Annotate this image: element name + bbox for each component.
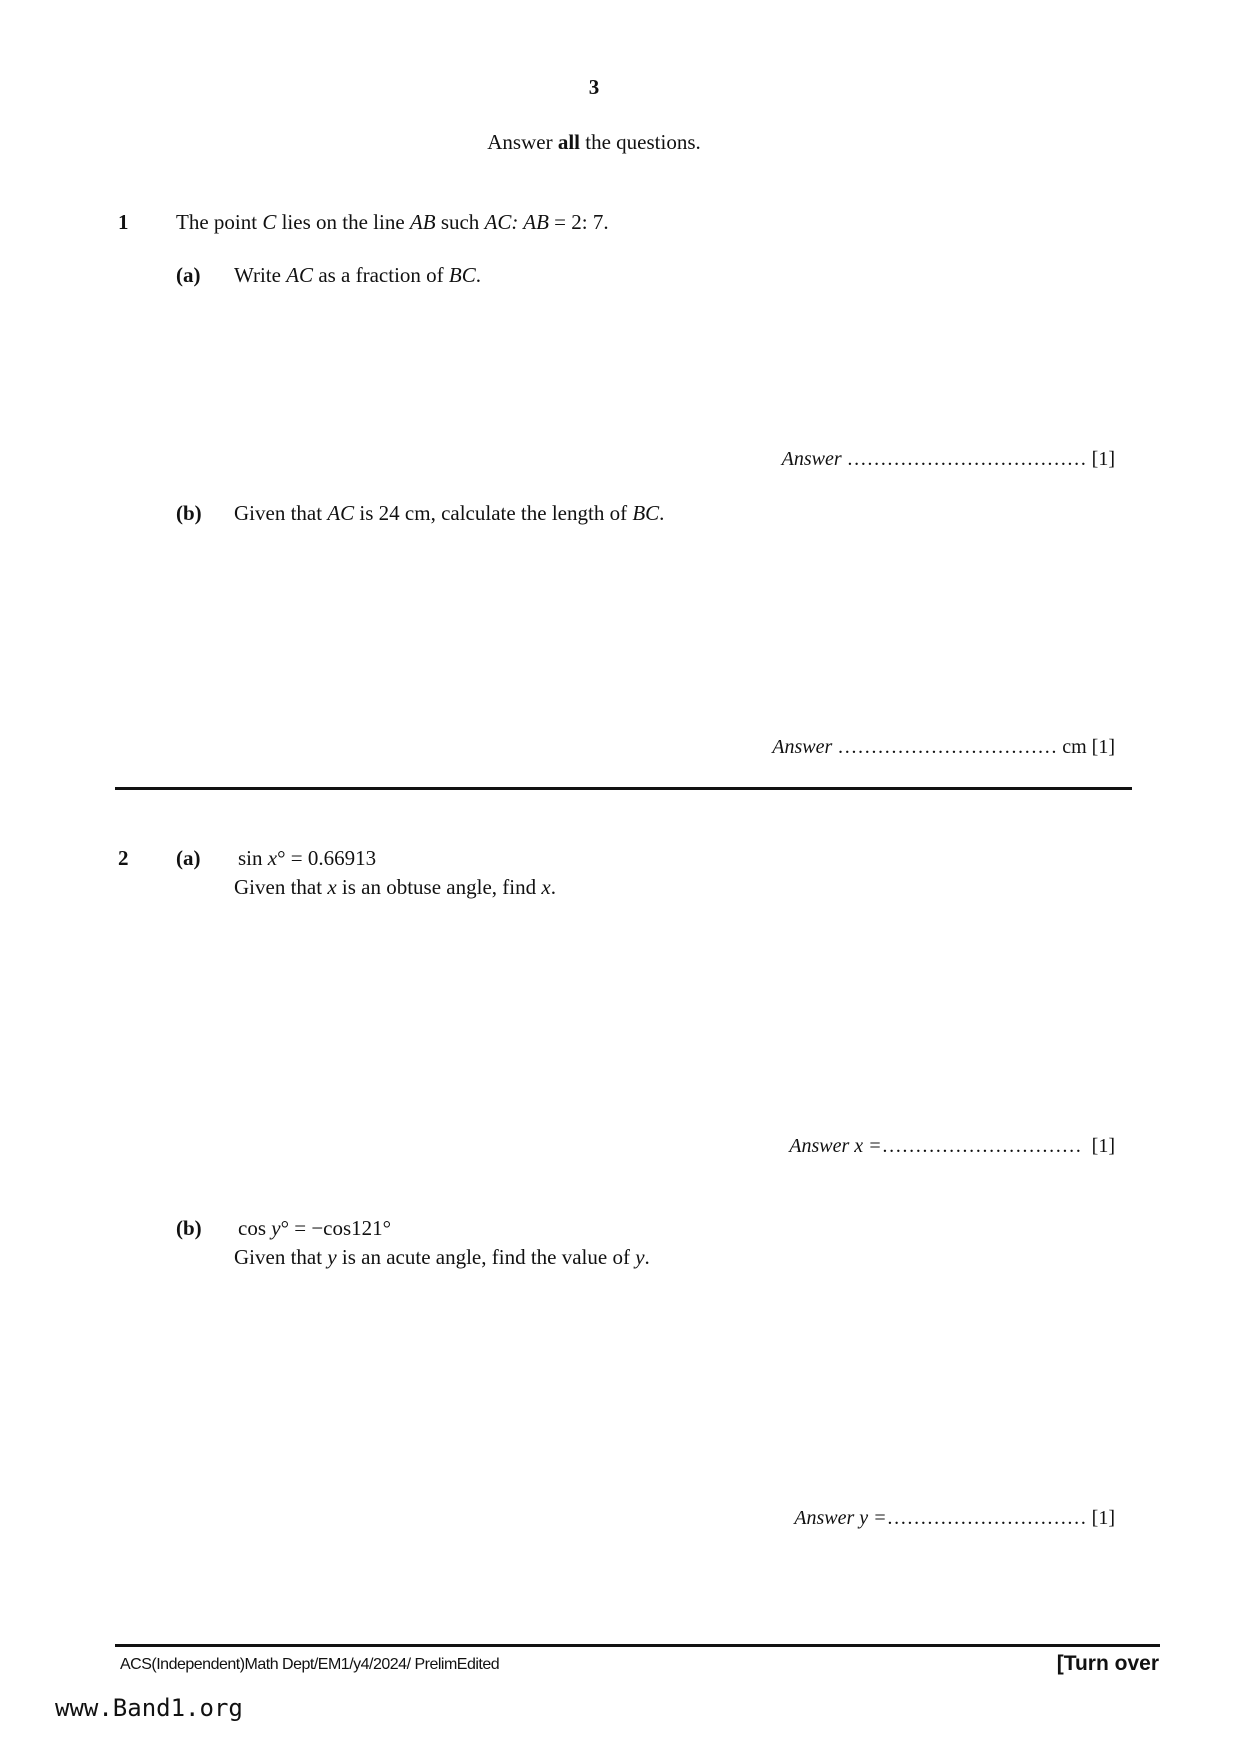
q1-stem-c: C: [262, 210, 277, 234]
answer-dots[interactable]: …………………………: [881, 1135, 1082, 1157]
q2b-text-var: y: [327, 1245, 337, 1269]
question-divider: [115, 787, 1132, 790]
q1b-text-part: .: [659, 501, 665, 525]
q1a-text-bc: BC: [448, 263, 476, 287]
q1b-text-part: is 24 cm, calculate the length of: [354, 501, 633, 525]
q2a-answer-line[interactable]: [789, 1135, 1115, 1158]
answer-label: Answer y =: [794, 1507, 887, 1529]
answer-unit: cm: [1057, 736, 1087, 758]
footer-rule: [115, 1644, 1160, 1647]
marks: [1]: [1091, 448, 1115, 470]
instruction-pre: Answer: [487, 130, 558, 154]
watermark: www.Band1.org: [55, 1694, 243, 1722]
q1a-text-part: as a fraction of: [313, 263, 449, 287]
marks: [1]: [1091, 1507, 1115, 1529]
q1-number: 1: [118, 210, 129, 234]
q2b-answer-line[interactable]: [794, 1507, 1115, 1530]
equation-part: sin: [238, 846, 268, 870]
q2-number: 2: [118, 846, 129, 870]
q2a-text-var: x: [327, 875, 337, 899]
q1b-text-part: Given that: [234, 501, 328, 525]
q1b-label: (b): [176, 501, 202, 525]
q1-stem-text: = 2: 7.: [548, 210, 609, 234]
q2b-text-var: y: [635, 1245, 645, 1269]
instruction-post: the questions.: [580, 130, 701, 154]
q1a-text-part: .: [475, 263, 482, 287]
q1b-text: [234, 501, 664, 526]
q2b-label: (b): [176, 1216, 202, 1240]
marks: [1]: [1091, 1135, 1115, 1157]
page-number: 3: [588, 75, 600, 99]
q2b-text-part: .: [644, 1245, 650, 1269]
answer-label: Answer: [781, 448, 842, 470]
q2a-text-var: x: [541, 875, 551, 899]
answer-label: Answer x =: [789, 1135, 882, 1157]
instruction: [0, 130, 1188, 155]
q1-stem: [176, 210, 609, 235]
answer-dots[interactable]: ………………………………: [841, 448, 1087, 470]
q1-stem-text: such: [435, 210, 485, 234]
marks: [1]: [1091, 736, 1115, 758]
q2a-text-part: Given that: [234, 875, 328, 899]
q1-stem-text: The point: [176, 210, 263, 234]
q2a-equation: [238, 846, 376, 871]
q2a-text: [234, 875, 556, 900]
q1b-answer-line[interactable]: [772, 736, 1115, 759]
q2a-label: (a): [176, 846, 201, 870]
q2a-text-part: .: [550, 875, 556, 899]
q2b-text: [234, 1245, 650, 1270]
q1a-text: [234, 263, 481, 288]
instruction-bold: all: [557, 130, 580, 154]
q1-stem-ab: AB: [409, 210, 436, 234]
q1a-label: (a): [176, 263, 201, 287]
footer-code: ACS(Independent)Math Dept/EM1/y4/2024/ PrelimEdited: [120, 1656, 500, 1673]
q2b-text-part: is an acute angle, find the value of: [336, 1245, 636, 1269]
q1a-text-part: Write: [234, 263, 287, 287]
q1a-answer-line[interactable]: [782, 448, 1115, 471]
equation-var: x: [267, 846, 278, 870]
q2b-text-part: Given that: [234, 1245, 328, 1269]
turn-over: [Turn over: [1056, 1652, 1159, 1675]
q2b-equation: [238, 1216, 391, 1241]
answer-label: Answer: [772, 736, 833, 758]
equation-part: ° = 0.66913: [277, 846, 377, 870]
equation-part: cos: [238, 1216, 272, 1240]
equation-var: y: [271, 1216, 281, 1240]
equation-part: ° = −cos121°: [280, 1216, 392, 1240]
answer-dots[interactable]: …………………………: [886, 1507, 1087, 1529]
q1b-text-bc: BC: [632, 501, 660, 525]
q1b-text-ac: AC: [327, 501, 355, 525]
q2a-text-part: is an obtuse angle, find: [336, 875, 542, 899]
q1-stem-text: lies on the line: [276, 210, 410, 234]
q1-stem-ratio: AC: AB: [484, 210, 549, 234]
answer-dots[interactable]: ……………………………: [832, 736, 1058, 758]
q1a-text-ac: AC: [286, 263, 314, 287]
